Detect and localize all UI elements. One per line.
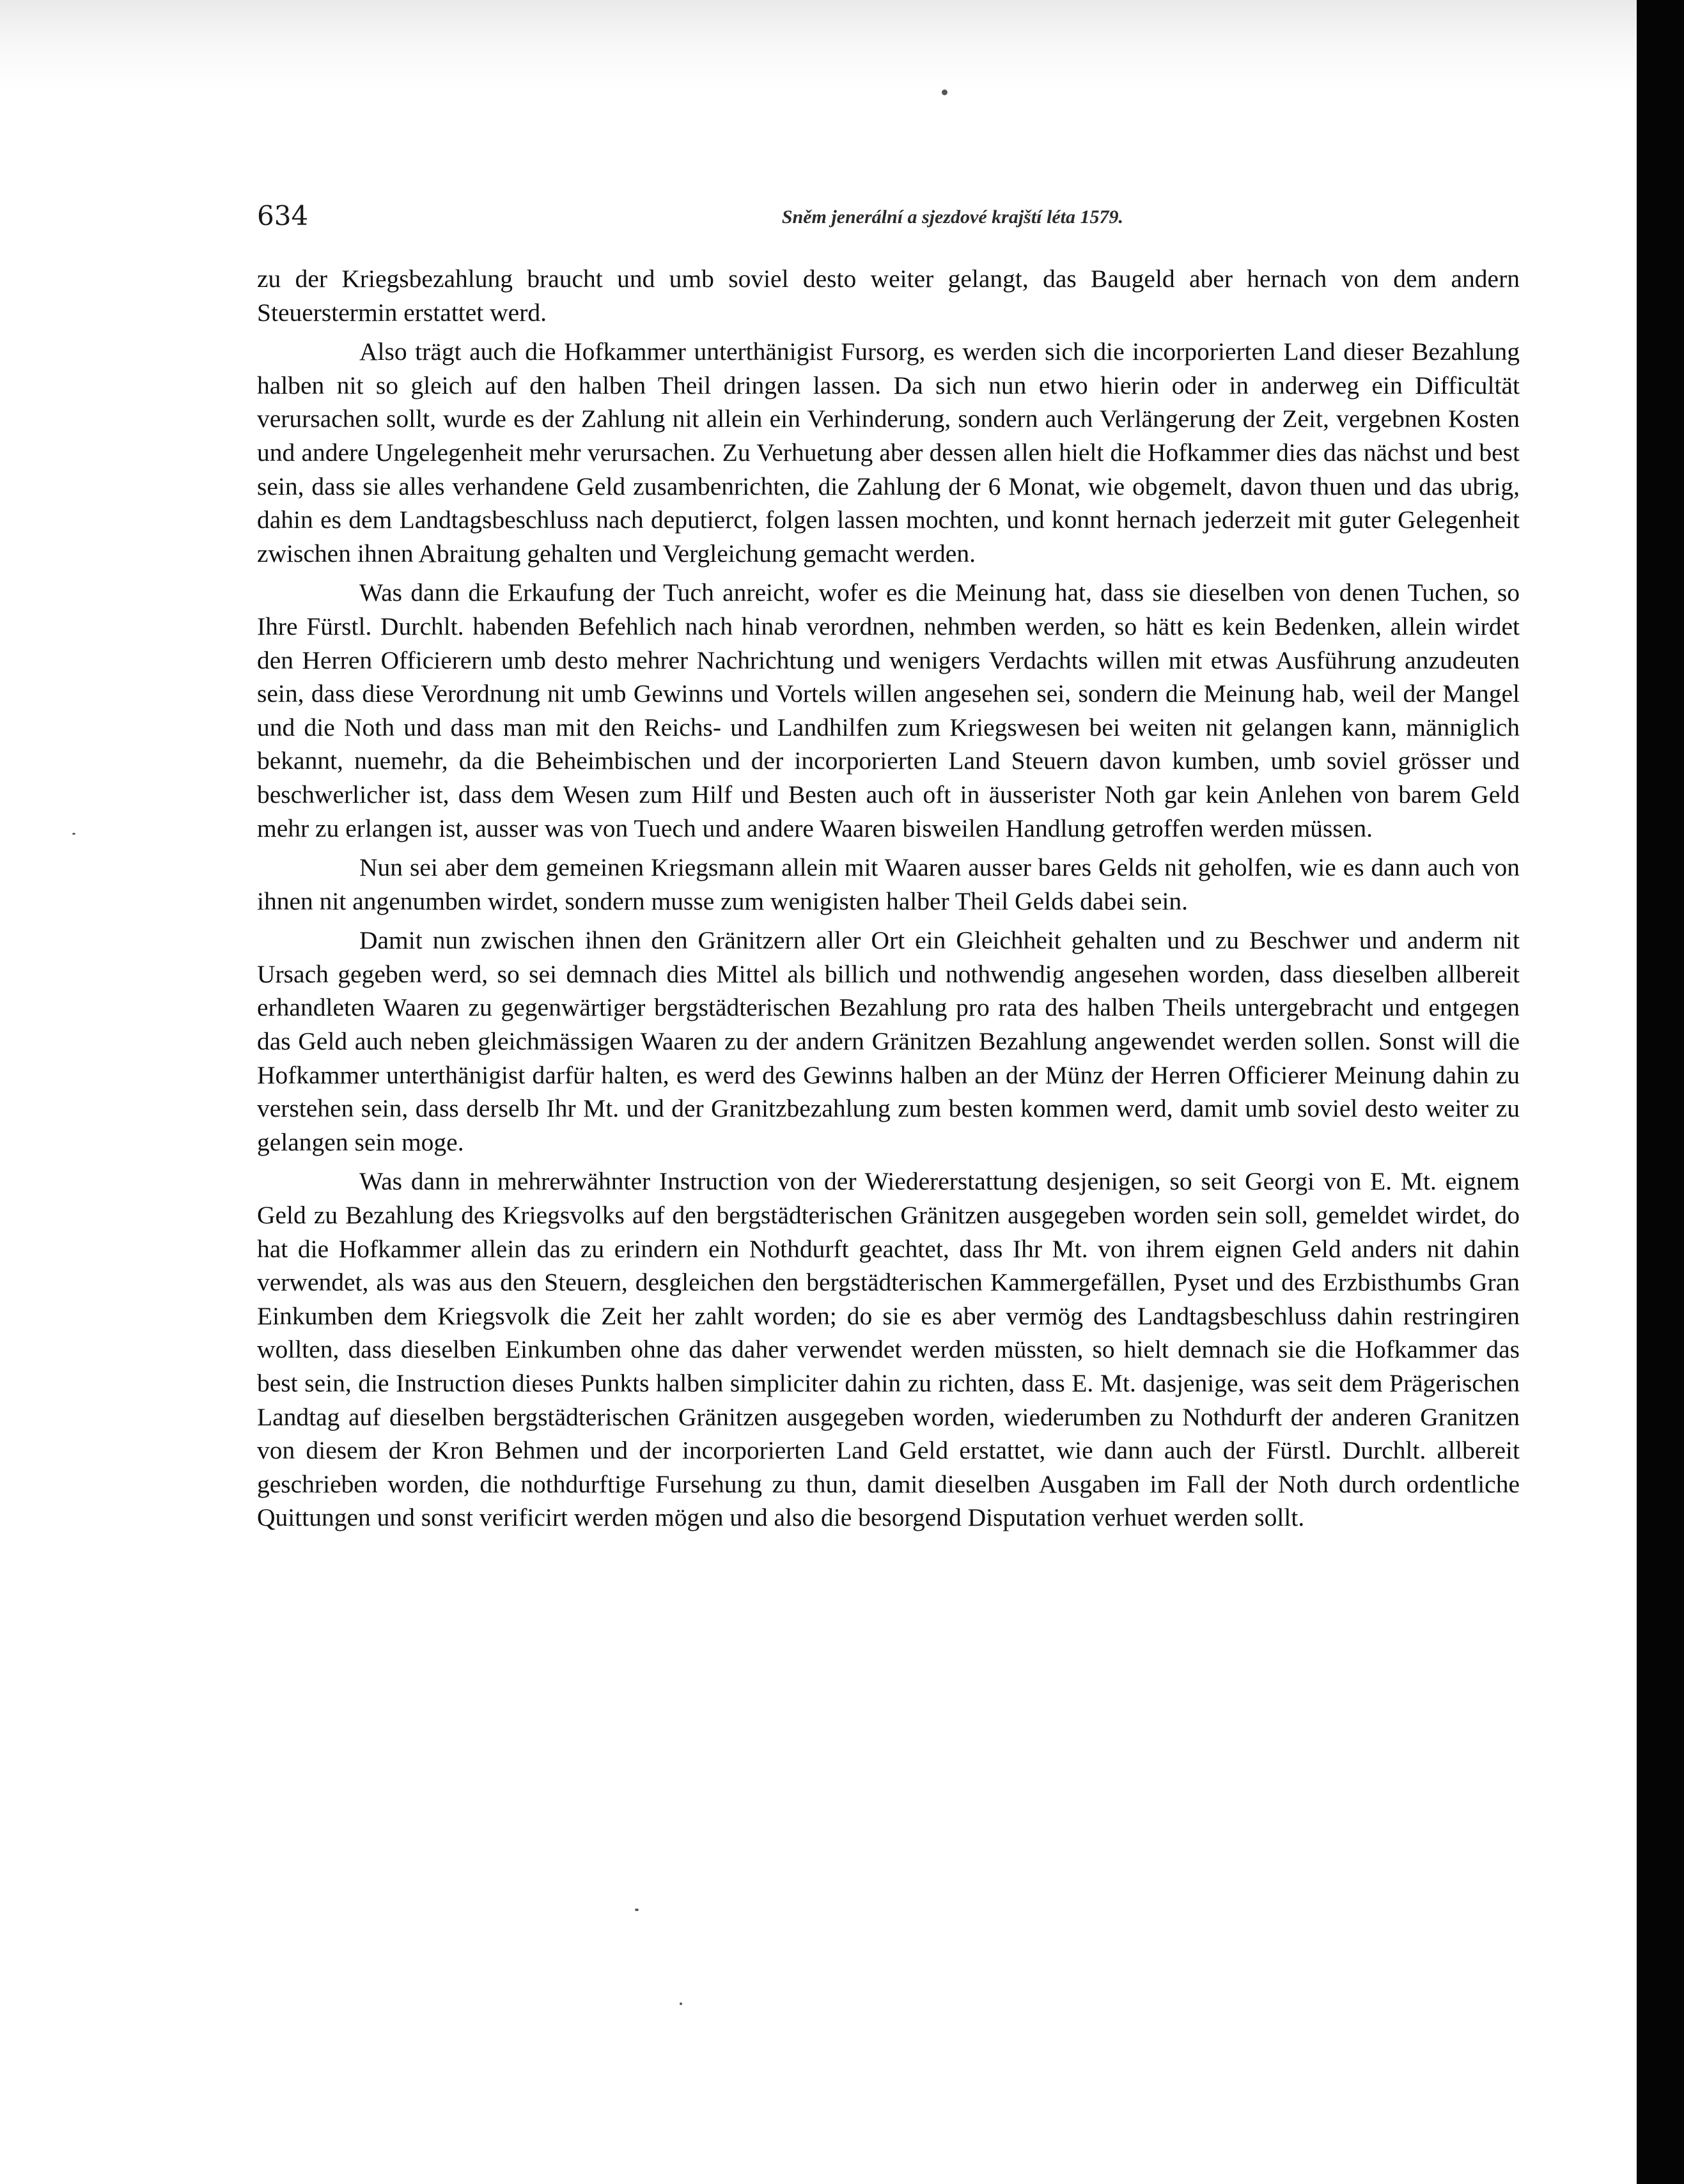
scan-border (1637, 0, 1684, 2184)
paragraph: Also trägt auch die Hofkammer unterthänigist Fursorg, es werden sich die incorporierten Land dieser Bezahlung halben nit so gleich auf den halben Theil dringen lassen. Da sich nun etwo hierin oder in anderweg ein Difficultät verursachen sollt, wurde es der Zahlung nit allein ein Verhinderung, sondern auch Verlängerung der Zeit, vergebnen Kosten und andere Ungelegenheit mehr verursachen. Zu Verhuetung aber dessen allen hielt die Hofkammer dies das nächst und best sein, dass sie alles verhandene Geld zusambenrichten, die Zahlung der 6 Monat, wie obgemelt, davon thuen und das ubrig, dahin es dem Landtagsbeschluss nach deputierct, folgen lassen mochten, und konnt hernach jederzeit mit guter Gelegenheit zwischen ihnen Abraitung gehalten und Vergleichung gemacht werden. (257, 337, 1520, 568)
running-head (257, 197, 1123, 235)
body-text (257, 262, 1520, 1540)
running-title: Sněm jenerální a sjezdové krajští léta 1579. (781, 206, 1123, 228)
paragraph: Nun sei aber dem gemeinen Kriegsmann allein mit Waaren ausser bares Gelds nit geholfen, wie es dann auch von ihnen nit angenumben wirdet, sondern musse zum wenigisten halber Theil Gelds dabei sein. (257, 853, 1520, 915)
paragraph: zu der Kriegsbezahlung braucht und umb soviel desto weiter gelangt, das Baugeld aber hernach von dem andern Steuerstermin erstattet werd. (257, 265, 1520, 327)
paragraph: Was dann die Erkaufung der Tuch anreicht, wofer es die Meinung hat, dass sie dieselben von denen Tuchen, so Ihre Fürstl. Durchlt. habenden Befehlich nach hinab verordnen, nehmben werden, so hätt es kein Bedenken, allein wirdet den Herren Officierern umb desto mehrer Nachrichtung und wenigers Verdachts willen mit etwas Ausführung anzudeuten sein, dass diese Verordnung nit umb Gewinns und Vortels willen angesehen sei, sondern die Meinung hab, weil der Mangel und die Noth und dass man mit den Reichs- und Landhilfen zum Kriegswesen bei weiten nit gelangen kann, männiglich bekannt, nuemehr, da die Beheimbischen und der incorporierten Land Steuern davon kumben, umb soviel grösser und beschwerlicher ist, dass dem Wesen zum Hilf und Besten auch oft in äusserister Noth gar kein Anlehen von barem Geld mehr zu erlangen ist, ausser was von Tuech und andere Waaren bisweilen Handlung getroffen werden müssen. (257, 578, 1520, 842)
paragraph: Was dann in mehrerwähnter Instruction von der Wiedererstattung desjenigen, so seit Georgi von E. Mt. eignem Geld zu Bezahlung des Kriegsvolks auf den bergstädterischen Gränitzen ausgegeben worden sein soll, gemeldet wirdet, do hat die Hofkammer allein das zu erindern ein Nothdurft geachtet, dass Ihr Mt. von ihrem eignen Geld anders nit dahin verwendet, als was aus den Steuern, desgleichen den bergstädterischen Kammergefällen, Pyset und des Erzbisthumbs Gran Einkumben dem Kriegsvolk die Zeit her zahlt worden; do sie es aber vermög des Landtagsbeschluss dahin restringiren wollten, dass dieselben Einkumben ohne das daher verwendet werden müssten, so hielt demnach sie die Hofkammer das best sein, die Instruction dieses Punkts halben simpliciter dahin zu richten, dass E. Mt. dasjenige, was seit dem Prägerischen Landtag auf dieselben bergstädterischen Gränitzen ausgegeben worden, wiederumben zu Nothdurft der anderen Granitzen von diesem der Kron Behmen und der incorporierten Land Geld erstattet, wie dann auch der Fürstl. Durchlt. allbereit geschrieben worden, die nothdurftige Fursehung zu thun, damit dieselben Ausgaben im Fall der Noth durch ordentliche Quittungen und sonst verificirt werden mögen und also die besorgend Disputation verhuet werden sollt. (257, 1167, 1520, 1532)
scan-speck (635, 1909, 639, 1911)
page-number: 634 (257, 200, 309, 231)
paragraph: Damit nun zwischen ihnen den Gränitzern aller Ort ein Gleichheit gehalten und zu Beschwer und anderm nit Ursach gegeben werd, so sei demnach dies Mittel als billich und nothwendig angesehen worden, dass dieselben allbereit erhandleten Waaren zu gegenwärtiger bergstädterischen Bezahlung pro rata des halben Theils untergebracht und entgegen das Geld auch neben gleichmässigen Waaren zu der andern Gränitzen Bezahlung angewendet werden sollen. Sonst will die Hofkammer unterthänigist darfür halten, es werd des Gewinns halben an der Münz der Herren Officierer Meinung dahin zu verstehen sein, dass derselb Ihr Mt. und der Granitzbezahlung zum besten kommen werd, damit umb soviel desto weiter zu gelangen sein moge. (257, 926, 1520, 1156)
scan-speck (72, 833, 75, 835)
scan-speck (942, 89, 947, 95)
scan-speck (680, 2002, 682, 2005)
